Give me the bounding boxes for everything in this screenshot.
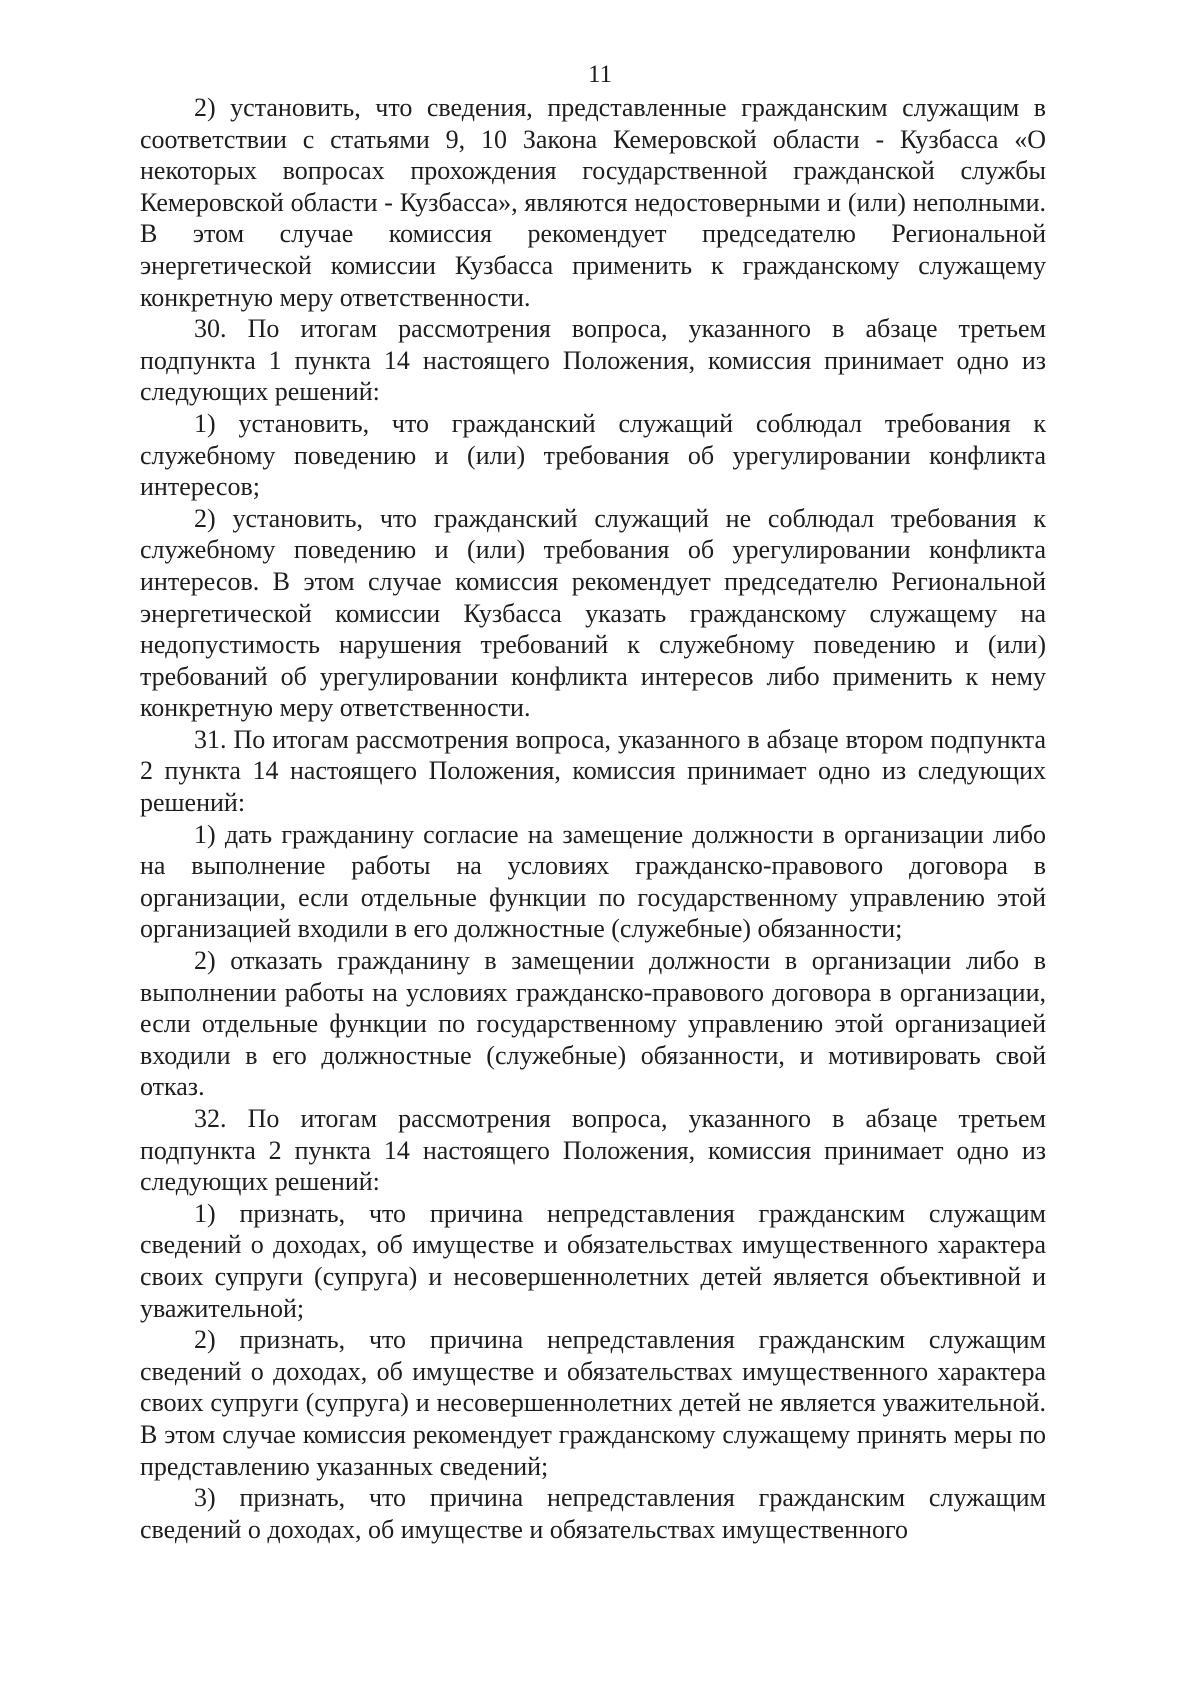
paragraph-31: 31. По итогам рассмотрения вопроса, указанного в абзаце втором подпункта 2 пункта 14 настоящего Положения, комиссия принимает одно из следующих решений: bbox=[140, 724, 1046, 818]
document-body bbox=[140, 92, 1046, 1545]
paragraph-30-1: 1) установить, что гражданский служащий соблюдал требования к служебному поведению и (или) требования об урегулировании конфликта интересов; bbox=[140, 408, 1046, 502]
page-number: 11 bbox=[587, 61, 613, 88]
paragraph-32: 32. По итогам рассмотрения вопроса, указанного в абзаце третьем подпункта 2 пункта 14 настоящего Положения, комиссия принимает одно из следующих решений: bbox=[140, 1104, 1046, 1197]
paragraph-29-2: 2) установить, что сведения, представленные гражданским служащим в соответствии с статьями 9, 10 Закона Кемеровской области - Кузбасса «О некоторых вопросах прохождения государственной гражданской службы Кемеровской области - Кузбасса», являются недостоверными и (или) неполными. В этом случае комиссия рекомендует председателю Региональной энергетической комиссии Кузбасса применить к гражданскому служащему конкретную меру ответственности. bbox=[140, 93, 1046, 312]
paragraph-32-1: 1) признать, что причина непредставления гражданским служащим сведений о доходах, об имуществе и обязательствах имущественного характера своих супруги (супруга) и несовершеннолетних детей является объективной и уважительной; bbox=[140, 1198, 1046, 1323]
paragraph-30-2: 2) установить, что гражданский служащий не соблюдал требования к служебному поведению и (или) требования об урегулировании конфликта интересов. В этом случае комиссия рекомендует председателю Региональной энергетической комиссии Кузбасса указать гражданскому служащему на недопустимость нарушения требований к служебному поведению и (или) требований об урегулировании конфликта интересов либо применить к нему конкретную меру ответственности. bbox=[140, 503, 1046, 723]
paragraph-31-2: 2) отказать гражданину в замещении должности в организации либо в выполнении работы на условиях гражданско-правового договора в организации, если отдельные функции по государственному управлению этой организацией входили в его должностные (служебные) обязанности, и мотивировать свой отказ. bbox=[140, 946, 1046, 1102]
paragraph-30: 30. По итогам рассмотрения вопроса, указанного в абзаце третьем подпункта 1 пункта 14 настоящего Положения, комиссия принимает одно из следующих решений: bbox=[140, 314, 1046, 407]
paragraph-32-2: 2) признать, что причина непредставления гражданским служащим сведений о доходах, об имуществе и обязательствах имущественного характера своих супруги (супруга) и несовершеннолетних детей не является уважительной. В этом случае комиссия рекомендует гражданскому служащему принять меры по представлению указанных сведений; bbox=[140, 1325, 1046, 1481]
paragraph-31-1: 1) дать гражданину согласие на замещение должности в организации либо на выполнение работы на условиях гражданско-правового договора в организации, если отдельные функции по государственному управлению этой организацией входили в его должностные (служебные) обязанности; bbox=[140, 819, 1046, 944]
paragraph-32-3: 3) признать, что причина непредставления гражданским служащим сведений о доходах, об имуществе и обязательствах имущественного bbox=[140, 1483, 1046, 1544]
